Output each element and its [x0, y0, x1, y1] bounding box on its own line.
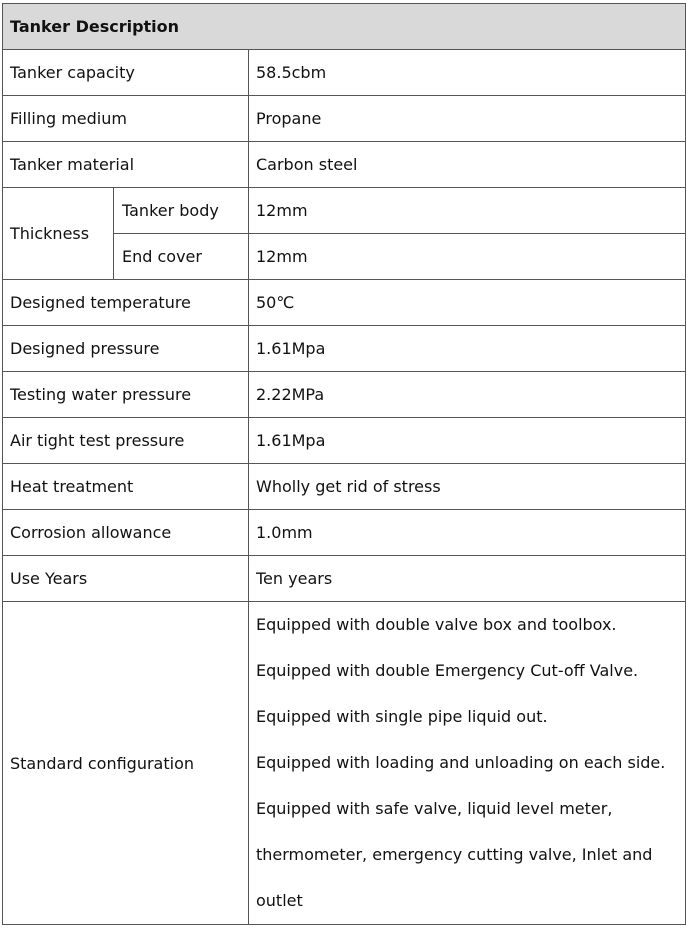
config-line: Equipped with loading and unloading on each side.	[256, 753, 666, 772]
sub-label: End cover	[114, 234, 249, 280]
spec-label: Designed pressure	[3, 326, 249, 372]
table-row	[3, 510, 686, 556]
spec-value: 1.0mm	[249, 510, 686, 556]
spec-value: Ten years	[249, 556, 686, 602]
spec-value: 58.5cbm	[249, 50, 686, 96]
table-row	[3, 188, 686, 234]
spec-value: 12mm	[249, 234, 686, 280]
config-line: Equipped with double Emergency Cut-off Valve.	[256, 661, 639, 680]
spec-value: Propane	[249, 96, 686, 142]
spec-label: Tanker material	[3, 142, 249, 188]
spec-value: 1.61Mpa	[249, 418, 686, 464]
sub-label: Tanker body	[114, 188, 249, 234]
spec-label: Filling medium	[3, 96, 249, 142]
config-line: outlet	[256, 891, 303, 910]
table-row	[3, 418, 686, 464]
table-row	[3, 556, 686, 602]
standard-configuration-values	[249, 602, 686, 925]
spec-label: Air tight test pressure	[3, 418, 249, 464]
spec-value: 1.61Mpa	[249, 326, 686, 372]
spec-label: Heat treatment	[3, 464, 249, 510]
config-line: Equipped with double valve box and toolbox.	[256, 615, 617, 634]
spec-value: Carbon steel	[249, 142, 686, 188]
standard-configuration-label: Standard configuration	[3, 602, 249, 925]
table-row	[3, 372, 686, 418]
table-header-row	[3, 4, 686, 50]
spec-label: Corrosion allowance	[3, 510, 249, 556]
spec-value: 12mm	[249, 188, 686, 234]
spec-label: Use Years	[3, 556, 249, 602]
config-line: thermometer, emergency cutting valve, Inlet and	[256, 845, 653, 864]
table-row	[3, 142, 686, 188]
table-row	[3, 326, 686, 372]
table-row	[3, 602, 686, 925]
table-row	[3, 280, 686, 326]
table-title: Tanker Description	[3, 4, 686, 50]
config-line: Equipped with safe valve, liquid level meter,	[256, 799, 613, 818]
spec-value: Wholly get rid of stress	[249, 464, 686, 510]
table-row	[3, 50, 686, 96]
spec-value: 2.22MPa	[249, 372, 686, 418]
tanker-description-table	[2, 3, 686, 925]
spec-label: Designed temperature	[3, 280, 249, 326]
table-row	[3, 464, 686, 510]
spec-value: 50℃	[249, 280, 686, 326]
spec-label: Tanker capacity	[3, 50, 249, 96]
config-line: Equipped with single pipe liquid out.	[256, 707, 548, 726]
table-row	[3, 96, 686, 142]
spec-label: Testing water pressure	[3, 372, 249, 418]
thickness-label: Thickness	[3, 188, 114, 280]
